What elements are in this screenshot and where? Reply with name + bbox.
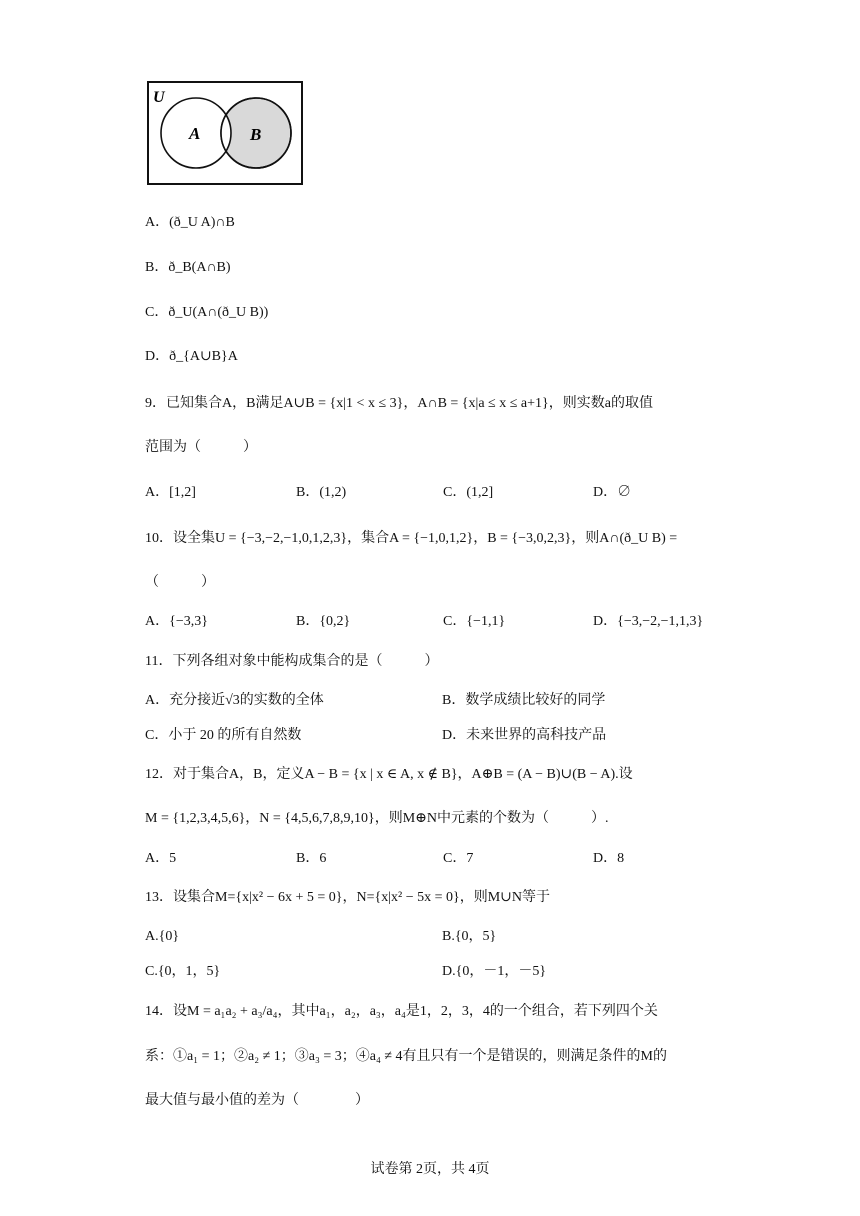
- q12-stem-line2: M = {1,2,3,4,5,6}，N = {4,5,6,7,8,9,10}，则M⊕N中元素的个数为（ ）.: [145, 811, 609, 826]
- q9-option-d: D．∅: [593, 485, 632, 500]
- venn-b-label: B: [250, 125, 262, 144]
- q9-stem-line2: 范围为（ ）: [145, 440, 257, 455]
- q11-option-a: A．充分接近√3的实数的全体: [145, 693, 324, 708]
- q9-option-c: C．(1,2]: [443, 485, 494, 500]
- q9-option-a: A．[1,2]: [145, 485, 196, 500]
- q12-option-d: D．8: [593, 851, 625, 866]
- q13-option-c: C.{0，1，5}: [145, 964, 221, 979]
- q13-option-b: B.{0，5}: [442, 929, 497, 944]
- venn-u-label: U: [153, 89, 165, 106]
- q8-option-a: A．(ð_U A)∩B: [145, 215, 235, 230]
- q11-stem: 11．下列各组对象中能构成集合的是（ ）: [145, 654, 439, 669]
- q12-option-b: B．6: [296, 851, 327, 866]
- q8-option-d: D．ð_{A∪B}A: [145, 349, 238, 364]
- q14-stem-line1: 14．设M = a₁a₂ + a₃/a₄，其中a₁，a₂，a₃，a₄是1，2，3，4的一个组合，若下列四个关: [145, 1004, 658, 1019]
- q11-option-c: C．小于 20 的所有自然数: [145, 728, 302, 743]
- q13-stem: 13．设集合M={x|x² − 6x + 5 = 0}，N={x|x² − 5x = 0}，则M∪N等于: [145, 890, 550, 905]
- q11-option-b: B．数学成绩比较好的同学: [442, 693, 606, 708]
- q10-stem-line1: 10．设全集U = {−3,−2,−1,0,1,2,3}，集合A = {−1,0,1,2}，B = {−3,0,2,3}，则A∩(ð_U B) =: [145, 531, 678, 546]
- q12-option-c: C．7: [443, 851, 474, 866]
- q8-option-c: C．ð_U(A∩(ð_U B)): [145, 305, 269, 320]
- q10-stem-line2: （ ）: [145, 575, 215, 590]
- q10-option-b: B．{0,2}: [296, 614, 351, 629]
- venn-diagram: [146, 80, 304, 186]
- q14-stem-line2: 系：①a₁ = 1；②a₂ ≠ 1；③a₃ = 3；④a₄ ≠ 4有且只有一个是错误的，则满足条件的M的: [145, 1049, 667, 1064]
- page-footer: 试卷第 2页，共 4页: [370, 1162, 490, 1177]
- q11-option-d: D．未来世界的高科技产品: [442, 728, 607, 743]
- q10-option-a: A．{−3,3}: [145, 614, 208, 629]
- q9-stem-line1: 9．已知集合A，B满足A∪B = {x|1 < x ≤ 3}，A∩B = {x|a ≤ x ≤ a+1}，则实数a的取值: [145, 396, 653, 411]
- q14-stem-line3: 最大值与最小值的差为（ ）: [145, 1093, 369, 1108]
- q12-stem-line1: 12．对于集合A，B，定义A − B = {x | x ∈ A, x ∉ B}，A⊕B = (A − B)∪(B − A).设: [145, 767, 633, 782]
- q9-option-b: B．(1,2): [296, 485, 347, 500]
- q12-option-a: A．5: [145, 851, 177, 866]
- venn-a-label: A: [189, 124, 201, 143]
- q10-option-d: D．{−3,−2,−1,1,3}: [593, 614, 704, 629]
- q10-option-c: C．{−1,1}: [443, 614, 506, 629]
- q13-option-d: D.{0，－1，－5}: [442, 964, 547, 979]
- q8-option-b: B．ð_B(A∩B): [145, 260, 231, 275]
- q13-option-a: A.{0}: [145, 929, 180, 944]
